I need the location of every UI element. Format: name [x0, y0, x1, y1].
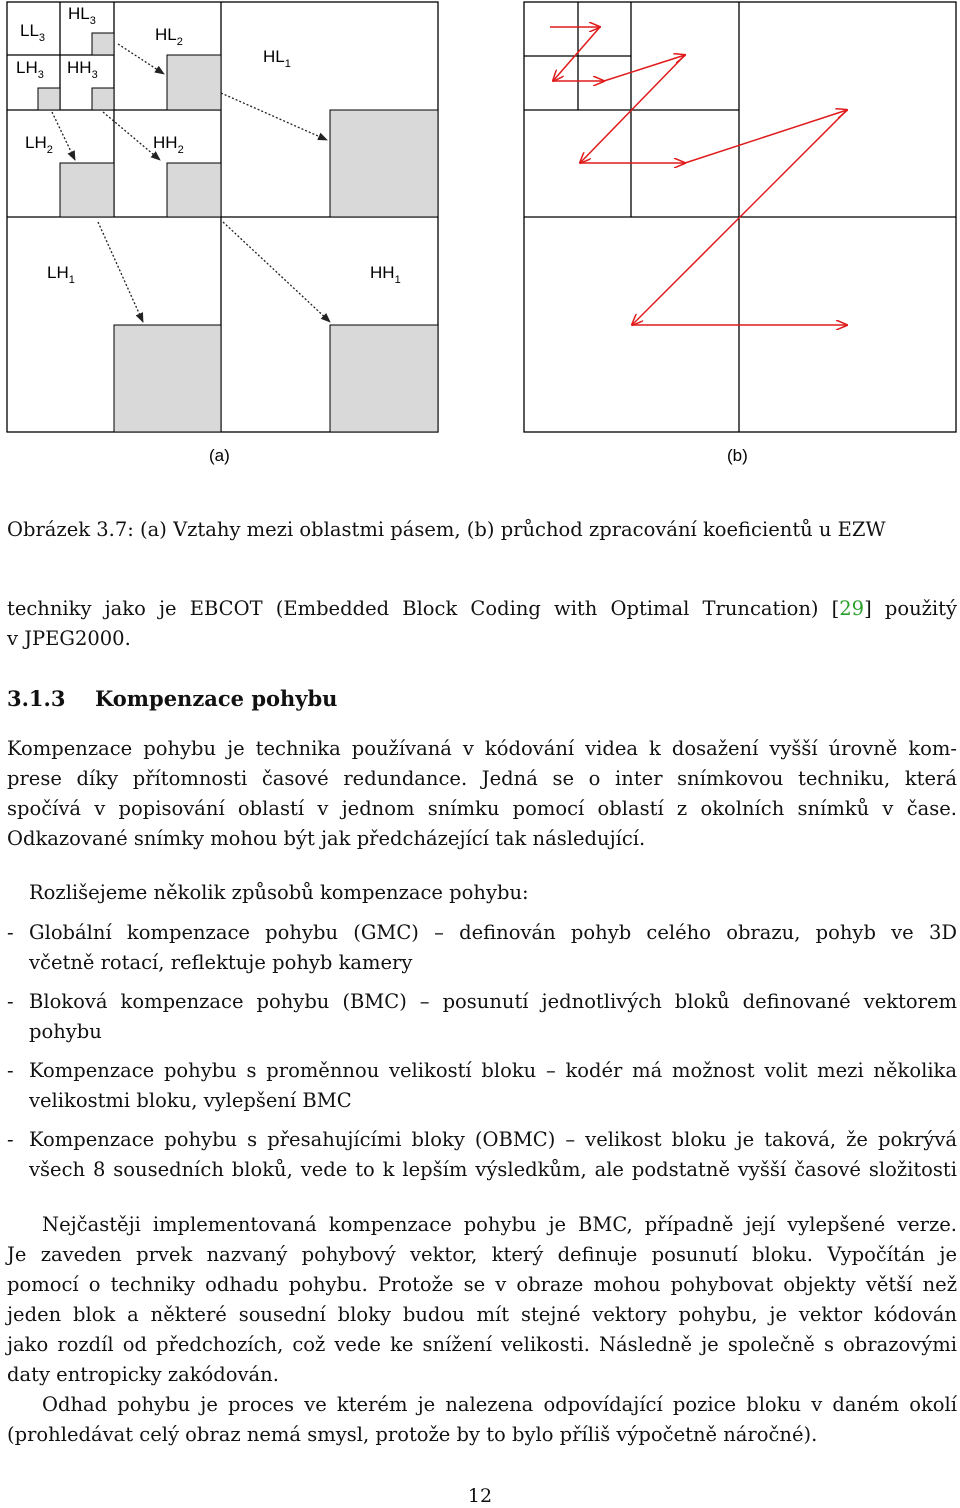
paragraph-intro-motion: Kompenzace pohybu je technika používaná v kódování videa k dosažení vyšší úrovně kom- prese díky přítomnosti časové redundance. Jedná se o inter snímkovou techniku, která spočívá v popisování oblastí v jednom snímku pomocí oblastí z okolních snímků v čase. Odkazované snímky mohou být jak předcházející tak následující. [7, 737, 957, 850]
citation-link[interactable]: 29 [839, 597, 865, 620]
list-item: - Globální kompenzace pohybu (GMC) – definován pohyb celého obrazu, pohyb ve 3D včetně rotací, reflektuje pohyb kamery [7, 921, 957, 974]
paragraph-motion-estimation: Odhad pohybu je proces ve kterém je nalezena odpovídající pozice bloku v daném okolí (prohledávat celý obraz nemá smysl, protože by to bylo příliš výpočetně náročné). [7, 1393, 957, 1446]
panel-a [7, 2, 438, 465]
list-item: - Kompenzace pohybu s proměnnou velikostí bloku – kodér má možnost volit mezi několika velikostmi bloku, vylepšení BMC [7, 1059, 957, 1112]
label-hh2: $HH_2$ [153, 133, 184, 156]
label-ll3: $LL_3$ [20, 21, 46, 44]
label-lh3: $LH_3$ [16, 58, 44, 81]
block-hh1 [330, 325, 438, 432]
label-hl2: $HL_2$ [155, 25, 183, 48]
list-intro: Rozlišejeme několik způsobů kompenzace pohybu: [29, 881, 529, 904]
figure-caption: Obrázek 3.7: (a) Vztahy mezi oblastmi pásem, (b) průchod zpracování koeficientů u EZW [7, 518, 886, 541]
label-lh1: $LH_1$ [47, 263, 75, 286]
block-hl2 [167, 55, 221, 110]
list-item: - Kompenzace pohybu s přesahujícími bloky (OBMC) – velikost bloku je taková, že pokrývá všech 8 sousedních bloků, vede to k lepším výsledkům, ale podstatně vyšší časové složitosti [7, 1128, 957, 1181]
label-hl3: $HL_3$ [68, 4, 96, 27]
label-hh3: $HH_3$ [67, 58, 98, 81]
block-hl1 [330, 110, 438, 217]
paragraph-ebcot: techniky jako je EBCOT (Embedded Block Coding with Optimal Truncation) [29] použitý v JPEG2000. [7, 597, 957, 650]
block-lh1 [114, 325, 221, 432]
method-list [7, 918, 957, 1185]
panel-b-tag: (b) [727, 446, 748, 465]
block-hh2 [167, 163, 221, 217]
panel-b [524, 2, 956, 465]
section-number: 3.1.3 [7, 686, 66, 711]
label-hl1: $HL_1$ [263, 47, 291, 70]
page-number: 12 [467, 1485, 493, 1507]
paragraph-bmc: Nejčastěji implementovaná kompenzace pohybu je BMC, případně její vylepšené verze. Je zaveden prvek nazvaný pohybový vektor, který definuje posunutí bloku. Vypočítán je pomocí o techniky odhadu pohybu. Protože se v obraze mohou pohybovat objekty větší než jeden blok a některé sousední bloky budou mít stejné vektory pohybu, je vektor kódován jako rozdíl od předchozích, což vede ke snížení velikosti. Následně je společně s obrazovými daty entropicky zakódován. [7, 1213, 957, 1386]
block-hh3 [92, 88, 114, 110]
panel-a-tag: (a) [209, 446, 230, 465]
figure-3-7 [0, 0, 960, 480]
section-heading [7, 686, 337, 711]
section-title: Kompenzace pohybu [95, 686, 338, 711]
block-hl3 [92, 33, 114, 55]
label-lh2: $LH_2$ [25, 133, 53, 156]
label-hh1: $HH_1$ [370, 263, 401, 286]
block-lh2 [60, 163, 114, 217]
block-lh3 [38, 88, 60, 110]
list-item: - Bloková kompenzace pohybu (BMC) – posunutí jednotlivých bloků definované vektorem pohybu [7, 990, 957, 1043]
